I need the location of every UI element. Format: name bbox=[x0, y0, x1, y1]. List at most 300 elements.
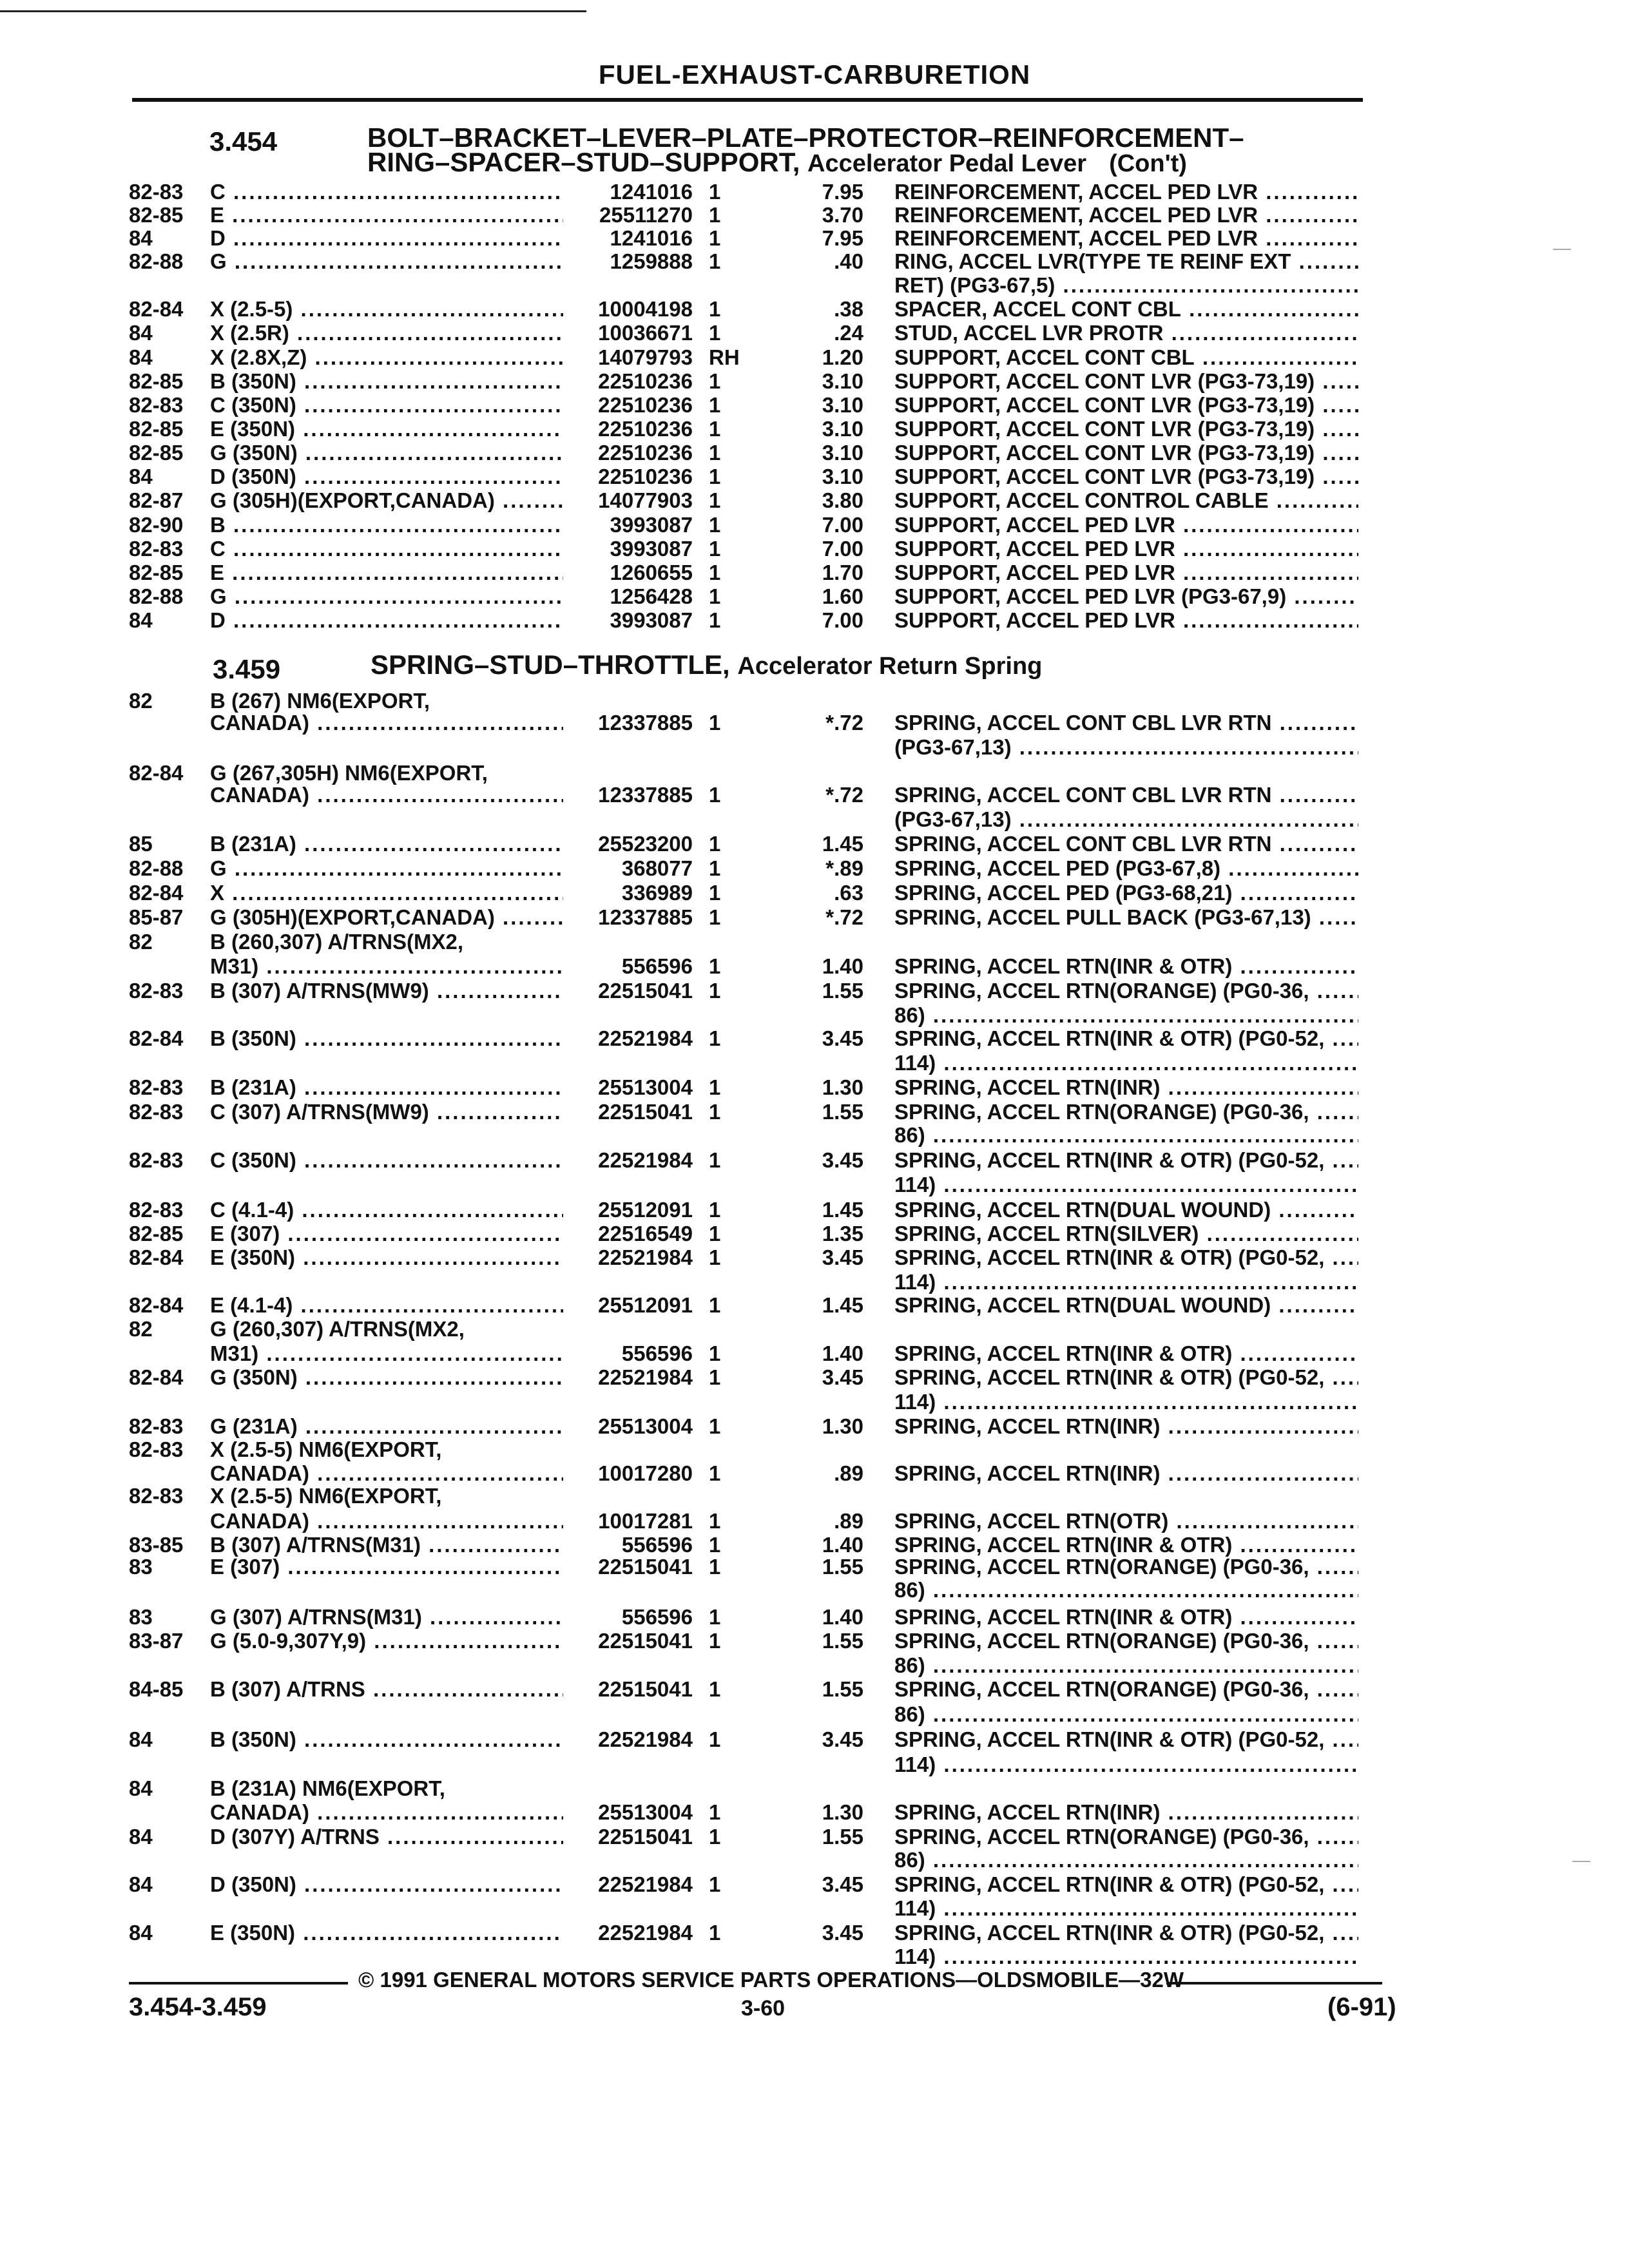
table-row bbox=[0, 249, 1629, 274]
section-subtitle: Accelerator Return Spring bbox=[737, 653, 1043, 680]
top-rule bbox=[0, 10, 586, 12]
model-description: G (260,307) A/TRNS(MX2, bbox=[210, 1317, 465, 1341]
part-name: 114) ..... bbox=[894, 1944, 1358, 1970]
table-row bbox=[0, 1389, 1629, 1415]
footer-date-code: (6-91) bbox=[1327, 1993, 1396, 2021]
model-description: CANADA) ..... bbox=[210, 782, 563, 808]
table-row bbox=[0, 608, 1629, 633]
margin-mark bbox=[1553, 249, 1571, 250]
price: *.72 bbox=[825, 905, 863, 929]
part-name: SPRING, ACCEL RTN(INR & OTR) (PG0-52, ..... bbox=[894, 1920, 1358, 1946]
model-year: 82-88 bbox=[129, 584, 184, 608]
model-description: G (307) A/TRNS(M31) ..... bbox=[210, 1604, 563, 1630]
quantity: RH bbox=[709, 345, 740, 369]
part-name: SUPPORT, ACCEL PED LVR ..... bbox=[894, 560, 1358, 586]
table-row bbox=[0, 1824, 1629, 1850]
quantity: 1 bbox=[709, 369, 721, 393]
quantity: 1 bbox=[709, 1605, 721, 1629]
price: .40 bbox=[834, 249, 863, 273]
quantity: 1 bbox=[709, 584, 721, 608]
part-name: RET) (PG3-67,5) ..... bbox=[894, 273, 1358, 298]
model-description: B (307) A/TRNS ..... bbox=[210, 1677, 563, 1702]
quantity: 1 bbox=[709, 249, 721, 273]
quantity: 1 bbox=[709, 1533, 721, 1557]
quantity: 1 bbox=[709, 180, 721, 204]
model-year: 82-84 bbox=[129, 761, 184, 785]
part-number: 22515041 bbox=[598, 1629, 693, 1653]
quantity: 1 bbox=[709, 1414, 721, 1438]
model-year: 82-85 bbox=[129, 1222, 184, 1245]
table-row bbox=[0, 880, 1629, 906]
part-name: SPRING, ACCEL RTN(SILVER) ..... bbox=[894, 1221, 1358, 1247]
price: 3.45 bbox=[822, 1872, 863, 1896]
quantity: 1 bbox=[709, 954, 721, 978]
table-row bbox=[0, 1414, 1629, 1439]
part-number: 22515041 bbox=[598, 979, 693, 1003]
section-title-main: SPRING–STUD–THROTTLE, bbox=[371, 649, 730, 680]
part-name: 114) ..... bbox=[894, 1172, 1358, 1198]
table-row bbox=[0, 1026, 1629, 1052]
footer-copyright: © 1991 GENERAL MOTORS SERVICE PARTS OPERATIONS—OLDSMOBILE—32W bbox=[358, 1968, 1184, 1992]
model-description: G (5.0-9,307Y,9) ..... bbox=[210, 1628, 563, 1654]
table-row bbox=[0, 1099, 1629, 1125]
model-year: 83 bbox=[129, 1555, 153, 1579]
part-name: SPRING, ACCEL RTN(ORANGE) (PG0-36, ..... bbox=[894, 978, 1358, 1004]
part-number: 12337885 bbox=[598, 711, 693, 735]
model-description: M31) ..... bbox=[210, 954, 563, 979]
model-year: 82-83 bbox=[129, 1148, 184, 1172]
table-row bbox=[0, 202, 1629, 228]
part-name: SPRING, ACCEL RTN(INR) ..... bbox=[894, 1414, 1358, 1439]
price: 7.95 bbox=[822, 180, 863, 204]
part-number: 3993087 bbox=[610, 537, 693, 561]
price: 1.35 bbox=[822, 1222, 863, 1245]
quantity: 1 bbox=[709, 1677, 721, 1701]
model-description: E (307) ..... bbox=[210, 1221, 563, 1247]
price: 1.70 bbox=[822, 561, 863, 584]
part-name: 114) ..... bbox=[894, 1269, 1358, 1295]
section-continued-note: (Con't) bbox=[1109, 150, 1187, 177]
model-description: G (267,305H) NM6(EXPORT, bbox=[210, 761, 488, 785]
model-year: 82 bbox=[129, 689, 153, 713]
quantity: 1 bbox=[709, 1727, 721, 1751]
table-row bbox=[0, 440, 1629, 466]
quantity: 1 bbox=[709, 1800, 721, 1824]
part-name: SPRING, ACCEL RTN(INR & OTR) (PG0-52, ..... bbox=[894, 1727, 1358, 1753]
table-row bbox=[0, 1702, 1629, 1727]
price: *.89 bbox=[825, 856, 863, 880]
model-year: 82-85 bbox=[129, 203, 184, 227]
table-row bbox=[0, 807, 1629, 832]
model-year: 82-88 bbox=[129, 249, 184, 273]
quantity: 1 bbox=[709, 1198, 721, 1222]
table-row bbox=[0, 782, 1629, 808]
table-row bbox=[0, 905, 1629, 930]
part-number: 10017280 bbox=[598, 1461, 693, 1485]
part-name: SPRING, ACCEL RTN(ORANGE) (PG0-36, ..... bbox=[894, 1824, 1358, 1850]
price: 1.40 bbox=[822, 1341, 863, 1365]
model-year: 84 bbox=[129, 1825, 153, 1849]
quantity: 1 bbox=[709, 1245, 721, 1269]
table-row bbox=[0, 1050, 1629, 1076]
model-description: B ..... bbox=[210, 512, 563, 538]
model-description: CANADA) ..... bbox=[210, 1800, 563, 1825]
model-year: 84 bbox=[129, 1776, 153, 1800]
model-description: G (231A) ..... bbox=[210, 1414, 563, 1439]
price: 7.00 bbox=[822, 608, 863, 632]
model-year: 82-83 bbox=[129, 393, 184, 417]
model-description: D (307Y) A/TRNS ..... bbox=[210, 1824, 563, 1850]
price: *.72 bbox=[825, 783, 863, 807]
quantity: 1 bbox=[709, 1026, 721, 1050]
model-description: X (2.5-5) NM6(EXPORT, bbox=[210, 1484, 442, 1508]
price: 1.40 bbox=[822, 1533, 863, 1557]
price: 1.55 bbox=[822, 1555, 863, 1579]
quantity: 1 bbox=[709, 1921, 721, 1945]
price: 1.55 bbox=[822, 1629, 863, 1653]
model-year: 82-85 bbox=[129, 417, 184, 441]
part-name: SUPPORT, ACCEL CONT LVR (PG3-73,19) ..... bbox=[894, 464, 1358, 490]
quantity: 1 bbox=[709, 1365, 721, 1389]
quantity: 1 bbox=[709, 297, 721, 321]
model-description: X (2.5-5) NM6(EXPORT, bbox=[210, 1437, 442, 1461]
part-name: SPRING, ACCEL RTN(OTR) ..... bbox=[894, 1508, 1358, 1534]
model-description: G (350N) ..... bbox=[210, 440, 563, 466]
part-name: REINFORCEMENT, ACCEL PED LVR ..... bbox=[894, 179, 1358, 205]
section-title: BOLT–BRACKET–LEVER–PLATE–PROTECTOR–REINFORCEMENT– bbox=[367, 122, 1244, 153]
part-name: SPRING, ACCEL RTN(INR) ..... bbox=[894, 1800, 1358, 1825]
table-row bbox=[0, 392, 1629, 418]
quantity: 1 bbox=[709, 561, 721, 584]
model-year: 82-85 bbox=[129, 561, 184, 584]
part-name: SUPPORT, ACCEL CONT CBL ..... bbox=[894, 345, 1358, 370]
table-row bbox=[0, 584, 1629, 610]
price: 1.40 bbox=[822, 1605, 863, 1629]
table-row bbox=[0, 464, 1629, 490]
part-name: SPRING, ACCEL CONT CBL LVR RTN ..... bbox=[894, 710, 1358, 736]
quantity: 1 bbox=[709, 1461, 721, 1485]
price: 7.00 bbox=[822, 513, 863, 537]
table-row bbox=[0, 536, 1629, 562]
part-number: 556596 bbox=[621, 954, 693, 978]
table-row bbox=[0, 1677, 1629, 1702]
table-row bbox=[0, 856, 1629, 881]
quantity: 1 bbox=[709, 1555, 721, 1579]
table-row bbox=[0, 179, 1629, 205]
table-row bbox=[0, 1508, 1629, 1534]
part-number: 22515041 bbox=[598, 1555, 693, 1579]
price: .24 bbox=[834, 321, 863, 345]
part-number: 22521984 bbox=[598, 1872, 693, 1896]
part-name: SPRING, ACCEL RTN(INR) ..... bbox=[894, 1461, 1358, 1486]
part-name: SPRING, ACCEL RTN(INR & OTR) (PG0-52, ..... bbox=[894, 1872, 1358, 1898]
price: 3.45 bbox=[822, 1026, 863, 1050]
table-row bbox=[0, 710, 1629, 736]
quantity: 1 bbox=[709, 465, 721, 488]
part-name: REINFORCEMENT, ACCEL PED LVR ..... bbox=[894, 226, 1358, 251]
model-description: X (2.8X,Z) ..... bbox=[210, 345, 563, 370]
part-name: 114) ..... bbox=[894, 1896, 1358, 1921]
part-number: 22515041 bbox=[598, 1100, 693, 1124]
model-description: B (260,307) A/TRNS(MX2, bbox=[210, 930, 464, 954]
quantity: 1 bbox=[709, 1222, 721, 1245]
part-number: 22521984 bbox=[598, 1245, 693, 1269]
part-number: 22510236 bbox=[598, 441, 693, 465]
price: 7.95 bbox=[822, 226, 863, 250]
price: .89 bbox=[834, 1509, 863, 1533]
model-description: E ..... bbox=[210, 202, 563, 228]
model-description: E (307) ..... bbox=[210, 1554, 563, 1580]
part-name: STUD, ACCEL LVR PROTR ..... bbox=[894, 320, 1358, 346]
model-year: 84 bbox=[129, 321, 153, 345]
part-number: 10036671 bbox=[598, 321, 693, 345]
quantity: 1 bbox=[709, 1872, 721, 1896]
model-year: 82-88 bbox=[129, 856, 184, 880]
part-name: SPACER, ACCEL CONT CBL ..... bbox=[894, 296, 1358, 322]
price: 1.30 bbox=[822, 1800, 863, 1824]
quantity: 1 bbox=[709, 417, 721, 441]
part-name: SPRING, ACCEL RTN(INR & OTR) (PG0-52, ..... bbox=[894, 1245, 1358, 1271]
part-number: 1260655 bbox=[610, 561, 693, 584]
quantity: 1 bbox=[709, 608, 721, 632]
footer-rule-left bbox=[129, 1982, 348, 1984]
model-description: E ..... bbox=[210, 560, 563, 586]
part-number: 10004198 bbox=[598, 297, 693, 321]
quantity: 1 bbox=[709, 832, 721, 856]
model-description: B (350N) ..... bbox=[210, 1026, 563, 1052]
quantity: 1 bbox=[709, 1509, 721, 1533]
table-row bbox=[0, 369, 1629, 394]
model-year: 84-85 bbox=[129, 1677, 184, 1701]
part-number: 22510236 bbox=[598, 465, 693, 488]
table-row bbox=[0, 1554, 1629, 1580]
table-row bbox=[0, 488, 1629, 514]
price: 1.20 bbox=[822, 345, 863, 369]
part-number: 25523200 bbox=[598, 832, 693, 856]
part-name: SPRING, ACCEL RTN(DUAL WOUND) ..... bbox=[894, 1197, 1358, 1223]
part-name: 114) ..... bbox=[894, 1389, 1358, 1415]
model-year: 82-85 bbox=[129, 369, 184, 393]
price: 1.30 bbox=[822, 1075, 863, 1099]
table-row bbox=[0, 1075, 1629, 1100]
table-row bbox=[0, 1896, 1629, 1921]
part-name: SPRING, ACCEL RTN(INR & OTR) ..... bbox=[894, 1532, 1358, 1558]
section-number: 3.454 bbox=[209, 126, 278, 157]
table-row bbox=[0, 1800, 1629, 1825]
table-row bbox=[0, 345, 1629, 370]
quantity: 1 bbox=[709, 393, 721, 417]
price: 1.45 bbox=[822, 1293, 863, 1317]
table-row bbox=[0, 1776, 1629, 1802]
model-description: B (307) A/TRNS(MW9) ..... bbox=[210, 978, 563, 1004]
model-year: 82 bbox=[129, 1317, 153, 1341]
table-row bbox=[0, 1245, 1629, 1271]
table-row bbox=[0, 1847, 1629, 1873]
part-name: 114) ..... bbox=[894, 1050, 1358, 1076]
model-description: X (2.5-5) ..... bbox=[210, 296, 563, 322]
price: 1.45 bbox=[822, 832, 863, 856]
model-description: C (350N) ..... bbox=[210, 1148, 563, 1173]
quantity: 1 bbox=[709, 226, 721, 250]
quantity: 1 bbox=[709, 1148, 721, 1172]
price: 3.45 bbox=[822, 1148, 863, 1172]
part-number: 22515041 bbox=[598, 1825, 693, 1849]
price: 3.45 bbox=[822, 1365, 863, 1389]
price: 1.40 bbox=[822, 954, 863, 978]
model-year: 82 bbox=[129, 930, 153, 954]
price: 1.55 bbox=[822, 1825, 863, 1849]
table-row bbox=[0, 273, 1629, 298]
table-row bbox=[0, 735, 1629, 760]
part-name: SPRING, ACCEL RTN(ORANGE) (PG0-36, ..... bbox=[894, 1628, 1358, 1654]
part-name: SPRING, ACCEL PULL BACK (PG3-67,13) ..... bbox=[894, 905, 1358, 930]
table-row bbox=[0, 1365, 1629, 1390]
part-number: 22521984 bbox=[598, 1026, 693, 1050]
part-number: 1256428 bbox=[610, 584, 693, 608]
price: 3.45 bbox=[822, 1245, 863, 1269]
quantity: 1 bbox=[709, 881, 721, 905]
margin-mark bbox=[1572, 1861, 1590, 1862]
part-name: SPRING, ACCEL RTN(ORANGE) (PG0-36, ..... bbox=[894, 1677, 1358, 1702]
price: 3.45 bbox=[822, 1727, 863, 1751]
table-row bbox=[0, 1122, 1629, 1148]
part-number: 22510236 bbox=[598, 369, 693, 393]
table-row bbox=[0, 978, 1629, 1004]
table-row bbox=[0, 1727, 1629, 1753]
price: 3.10 bbox=[822, 369, 863, 393]
model-description: G ..... bbox=[210, 856, 563, 881]
part-name: SUPPORT, ACCEL CONT LVR (PG3-73,19) ..... bbox=[894, 392, 1358, 418]
table-row bbox=[0, 1483, 1629, 1509]
table-row bbox=[0, 1293, 1629, 1318]
section-number: 3.459 bbox=[213, 654, 281, 684]
table-row bbox=[0, 1148, 1629, 1173]
part-name: SPRING, ACCEL RTN(INR & OTR) ..... bbox=[894, 954, 1358, 979]
model-description: CANADA) ..... bbox=[210, 710, 563, 736]
part-name: SUPPORT, ACCEL CONT LVR (PG3-73,19) ..... bbox=[894, 440, 1358, 466]
quantity: 1 bbox=[709, 1629, 721, 1653]
table-row bbox=[0, 1461, 1629, 1486]
part-name: 86) ..... bbox=[894, 1653, 1358, 1678]
model-year: 85-87 bbox=[129, 905, 184, 929]
model-description: B (231A) ..... bbox=[210, 1075, 563, 1100]
table-row bbox=[0, 1577, 1629, 1603]
model-year: 84 bbox=[129, 226, 153, 250]
part-number: 368077 bbox=[621, 856, 693, 880]
model-year: 84 bbox=[129, 608, 153, 632]
part-number: 22521984 bbox=[598, 1921, 693, 1945]
part-name: 86) ..... bbox=[894, 1702, 1358, 1727]
price: .63 bbox=[834, 881, 863, 905]
model-year: 84 bbox=[129, 345, 153, 369]
table-row bbox=[0, 1003, 1629, 1028]
model-year: 82-83 bbox=[129, 1437, 184, 1461]
part-name: RING, ACCEL LVR(TYPE TE REINF EXT ..... bbox=[894, 249, 1358, 274]
price: 1.55 bbox=[822, 979, 863, 1003]
table-row bbox=[0, 1604, 1629, 1630]
table-row bbox=[0, 1944, 1629, 1970]
table-row bbox=[0, 560, 1629, 586]
table-row bbox=[0, 1172, 1629, 1198]
price: 1.60 bbox=[822, 584, 863, 608]
part-number: 3993087 bbox=[610, 608, 693, 632]
model-description: E (350N) ..... bbox=[210, 416, 563, 442]
model-description: E (350N) ..... bbox=[210, 1920, 563, 1946]
quantity: 1 bbox=[709, 905, 721, 929]
table-row bbox=[0, 1341, 1629, 1367]
table-row bbox=[0, 1437, 1629, 1463]
price: 3.10 bbox=[822, 393, 863, 417]
model-description: B (231A) NM6(EXPORT, bbox=[210, 1776, 445, 1800]
table-row bbox=[0, 929, 1629, 955]
model-description: D ..... bbox=[210, 226, 563, 251]
footer-section-range: 3.454-3.459 bbox=[129, 1993, 267, 2021]
part-number: 12337885 bbox=[598, 783, 693, 807]
table-row bbox=[0, 1316, 1629, 1342]
model-description: B (267) NM6(EXPORT, bbox=[210, 689, 430, 713]
part-name: REINFORCEMENT, ACCEL PED LVR ..... bbox=[894, 202, 1358, 228]
model-description: C ..... bbox=[210, 179, 563, 205]
table-row bbox=[0, 1628, 1629, 1654]
quantity: 1 bbox=[709, 979, 721, 1003]
part-name: SPRING, ACCEL RTN(DUAL WOUND) ..... bbox=[894, 1293, 1358, 1318]
model-description: G (305H)(EXPORT,CANADA) ..... bbox=[210, 905, 563, 930]
quantity: 1 bbox=[709, 783, 721, 807]
part-name: SUPPORT, ACCEL PED LVR ..... bbox=[894, 512, 1358, 538]
part-name: 86) ..... bbox=[894, 1122, 1358, 1148]
model-year: 84 bbox=[129, 1872, 153, 1896]
part-number: 1241016 bbox=[610, 226, 693, 250]
part-number: 22521984 bbox=[598, 1365, 693, 1389]
part-number: 22521984 bbox=[598, 1727, 693, 1751]
quantity: 1 bbox=[709, 537, 721, 561]
table-row bbox=[0, 1872, 1629, 1898]
part-name: 114) ..... bbox=[894, 1752, 1358, 1778]
price: 3.80 bbox=[822, 488, 863, 512]
quantity: 1 bbox=[709, 441, 721, 465]
part-number: 336989 bbox=[621, 881, 693, 905]
model-year: 82-84 bbox=[129, 297, 184, 321]
model-description: G (305H)(EXPORT,CANADA) ..... bbox=[210, 488, 563, 514]
price: 1.55 bbox=[822, 1100, 863, 1124]
part-number: 14079793 bbox=[598, 345, 693, 369]
model-description: C ..... bbox=[210, 536, 563, 562]
quantity: 1 bbox=[709, 1075, 721, 1099]
part-name: SPRING, ACCEL CONT CBL LVR RTN ..... bbox=[894, 831, 1358, 857]
part-number: 12337885 bbox=[598, 905, 693, 929]
part-name: SPRING, ACCEL RTN(ORANGE) (PG0-36, ..... bbox=[894, 1554, 1358, 1580]
model-year: 82-83 bbox=[129, 1198, 184, 1222]
price: 3.10 bbox=[822, 417, 863, 441]
quantity: 1 bbox=[709, 1100, 721, 1124]
part-name: SPRING, ACCEL RTN(INR & OTR) ..... bbox=[894, 1341, 1358, 1367]
part-number: 25513004 bbox=[598, 1414, 693, 1438]
model-year: 82-83 bbox=[129, 537, 184, 561]
part-name: SPRING, ACCEL RTN(INR & OTR) (PG0-52, ..... bbox=[894, 1148, 1358, 1173]
quantity: 1 bbox=[709, 203, 721, 227]
table-row bbox=[0, 296, 1629, 322]
model-description: CANADA) ..... bbox=[210, 1508, 563, 1534]
price: 3.70 bbox=[822, 203, 863, 227]
table-row bbox=[0, 320, 1629, 346]
model-year: 82-83 bbox=[129, 180, 184, 204]
quantity: 1 bbox=[709, 321, 721, 345]
table-row bbox=[0, 1920, 1629, 1946]
model-year: 82-84 bbox=[129, 1365, 184, 1389]
price: *.72 bbox=[825, 711, 863, 735]
model-year: 82-87 bbox=[129, 488, 184, 512]
model-year: 82-84 bbox=[129, 1293, 184, 1317]
